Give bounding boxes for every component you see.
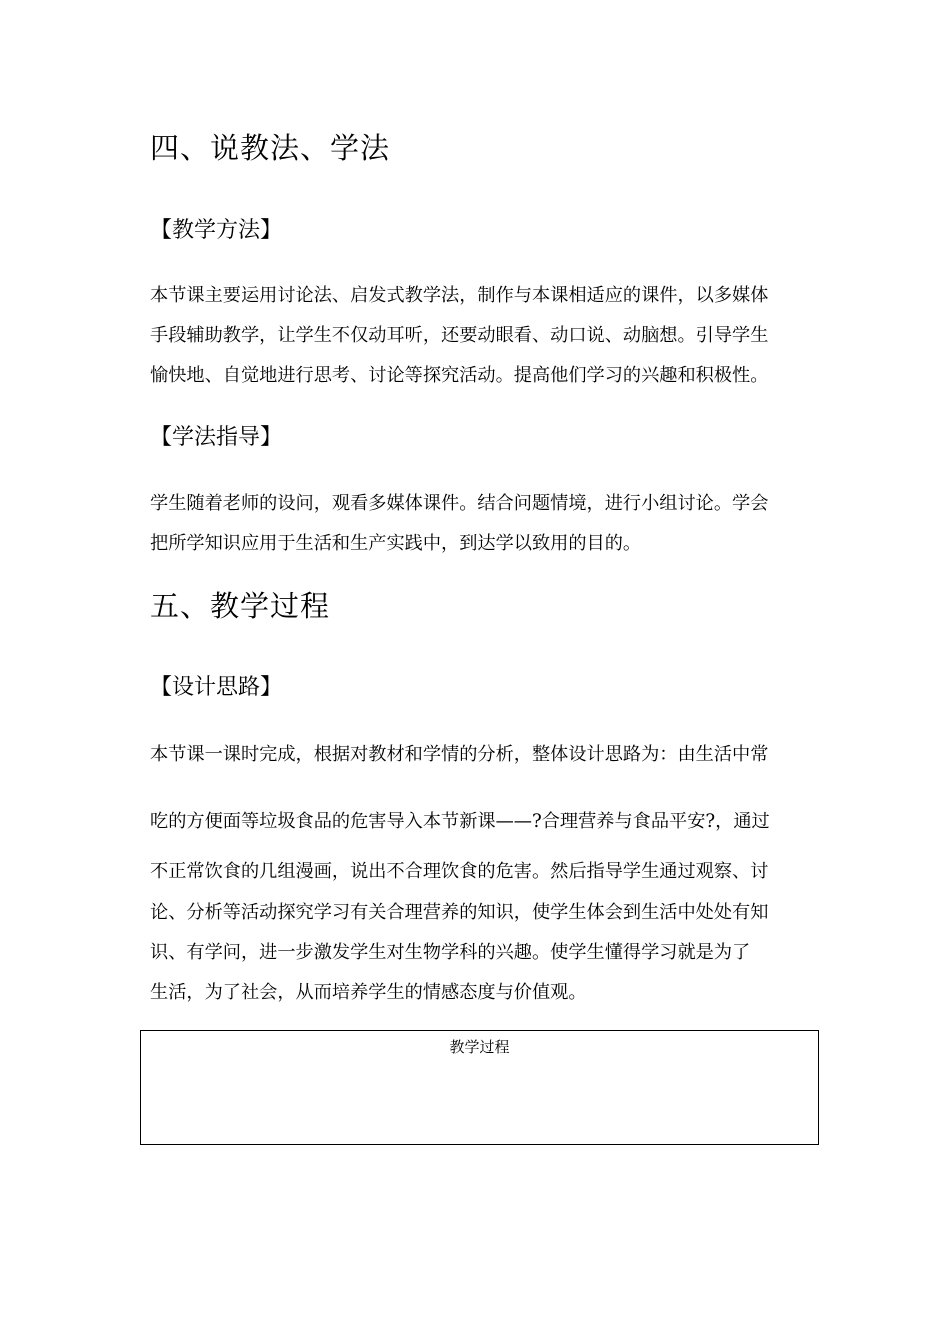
section-4-heading: 四、说教法、学法	[150, 131, 391, 165]
paragraph-line: 把所学知识应用于生活和生产实践中，到达学以致用的目的。	[150, 533, 642, 554]
paragraph-line: 学生随着老师的设问，观看多媒体课件。结合问题情境，进行小组讨论。学会	[150, 493, 769, 514]
paragraph-line: 不正常饮食的几组漫画，说出不合理饮食的危害。然后指导学生通过观察、讨	[150, 861, 769, 882]
paragraph-line: 本节课主要运用讨论法、启发式教学法，制作与本课相适应的课件，以多媒体	[150, 285, 769, 306]
paragraph-line: 识、有学问，进一步激发学生对生物学科的兴趣。使学生懂得学习就是为了	[150, 942, 751, 963]
teaching-method-title: 【教学方法】	[150, 218, 283, 243]
paragraph-line: 论、分析等活动探究学习有关合理营养的知识，使学生体会到生活中处处有知	[150, 902, 769, 923]
teaching-process-table	[140, 1030, 819, 1145]
paragraph-line: 吃的方便面等垃圾食品的危害导入本节新课——?合理营养与食品平安?，通过	[150, 811, 770, 832]
paragraph-line: 愉快地、自觉地进行思考、讨论等探究活动。提高他们学习的兴趣和积极性。	[150, 365, 769, 386]
section-5-heading: 五、教学过程	[150, 589, 331, 623]
table-header: 教学过程	[449, 1038, 510, 1056]
paragraph-line: 手段辅助教学，让学生不仅动耳听，还要动眼看、动口说、动脑想。引导学生	[150, 325, 769, 346]
study-guide-title: 【学法指导】	[150, 425, 283, 450]
design-idea-title: 【设计思路】	[150, 675, 283, 700]
paragraph-line: 生活，为了社会，从而培养学生的情感态度与价值观。	[150, 982, 587, 1003]
paragraph-line: 本节课一课时完成，根据对教材和学情的分析，整体设计思路为：由生活中常	[150, 744, 769, 765]
